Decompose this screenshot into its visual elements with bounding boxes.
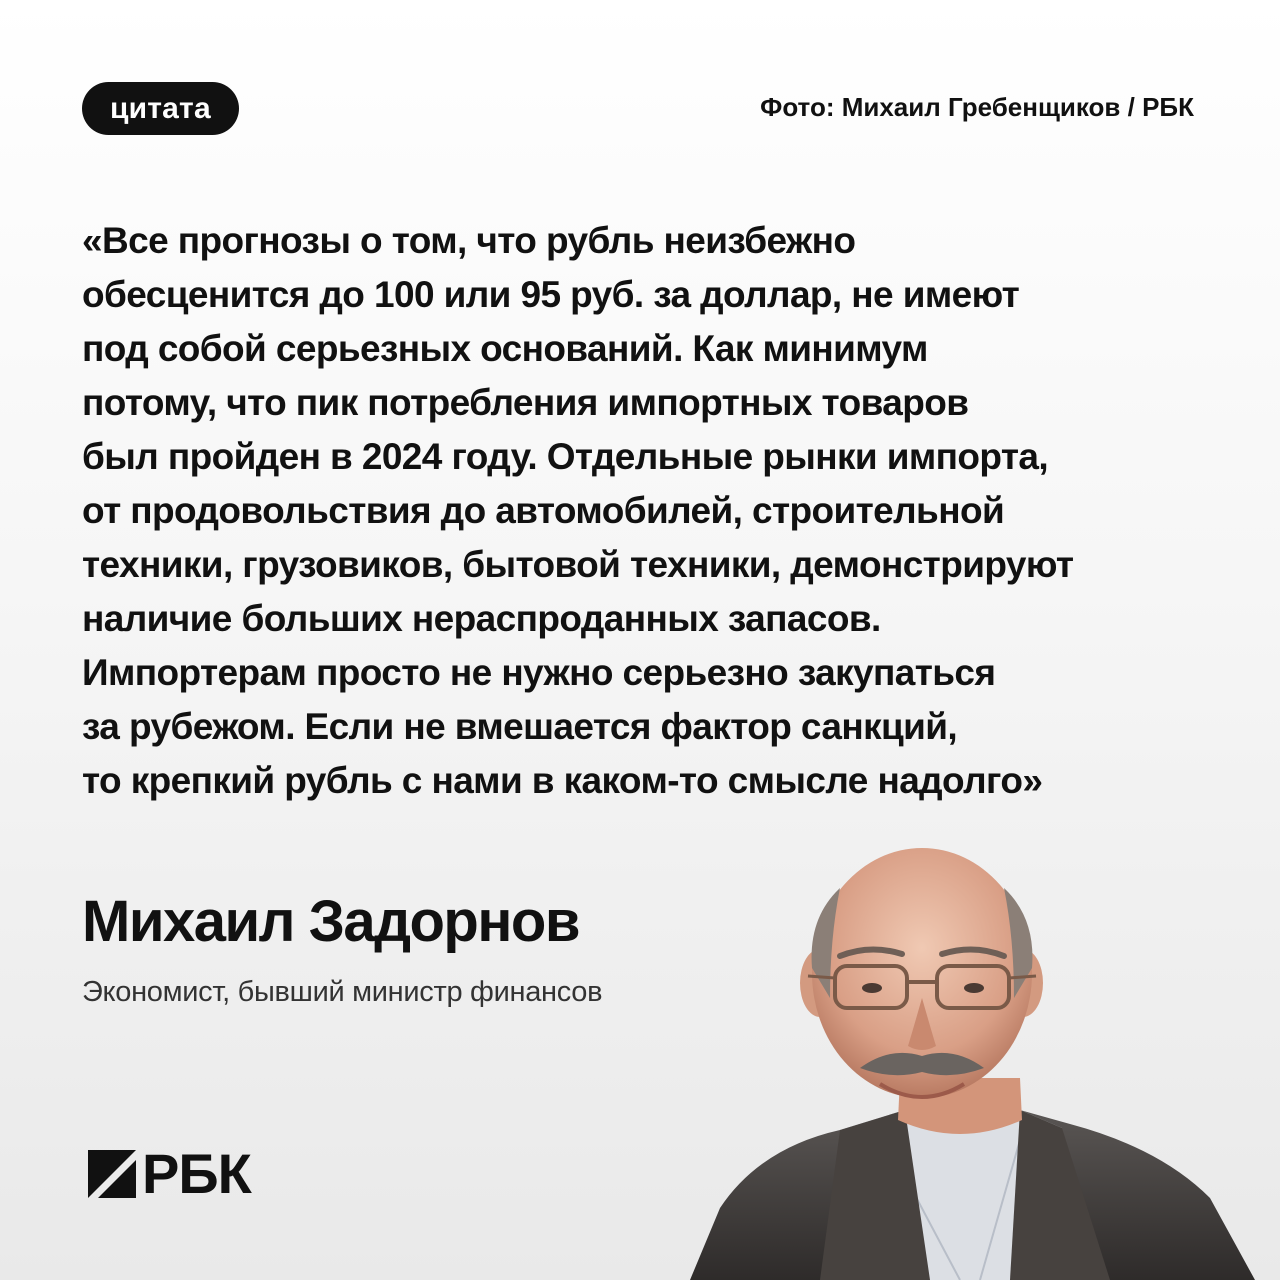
- quote-line: техники, грузовиков, бытовой техники, демонстрируют: [82, 544, 1074, 585]
- speaker-role: Экономист, бывший министр финансов: [82, 976, 603, 1008]
- rbc-logo: [88, 1142, 251, 1205]
- quote-line: «Все прогнозы о том, что рубль неизбежно: [82, 220, 856, 261]
- quote-tag: цитата: [82, 82, 239, 135]
- quote-line: потому, что пик потребления импортных товаров: [82, 382, 969, 423]
- quote-line: то крепкий рубль с нами в каком-то смысле надолго»: [82, 760, 1043, 801]
- photo-credit: Фото: Михаил Гребенщиков / РБК: [760, 92, 1194, 122]
- quote-line: обесценится до 100 или 95 руб. за доллар, не имеют: [82, 274, 1020, 315]
- rbc-logo-text: РБК: [142, 1142, 251, 1205]
- quote-line: от продовольствия до автомобилей, строительной: [82, 490, 1005, 531]
- quote-line: был пройден в 2024 году. Отдельные рынки импорта,: [82, 436, 1049, 477]
- rbc-logo-mark-icon: [88, 1150, 136, 1198]
- quote-line: за рубежом. Если не вмешается фактор санкций,: [82, 706, 958, 747]
- portrait-photo: [690, 848, 1270, 1280]
- quote-line: наличие больших нераспроданных запасов.: [82, 598, 881, 639]
- quote-line: под собой серьезных оснований. Как минимум: [82, 328, 928, 369]
- quote-line: Импортерам просто не нужно серьезно закупаться: [82, 652, 996, 693]
- quote-text: [82, 214, 1212, 808]
- speaker-name: Михаил Задорнов: [82, 889, 579, 954]
